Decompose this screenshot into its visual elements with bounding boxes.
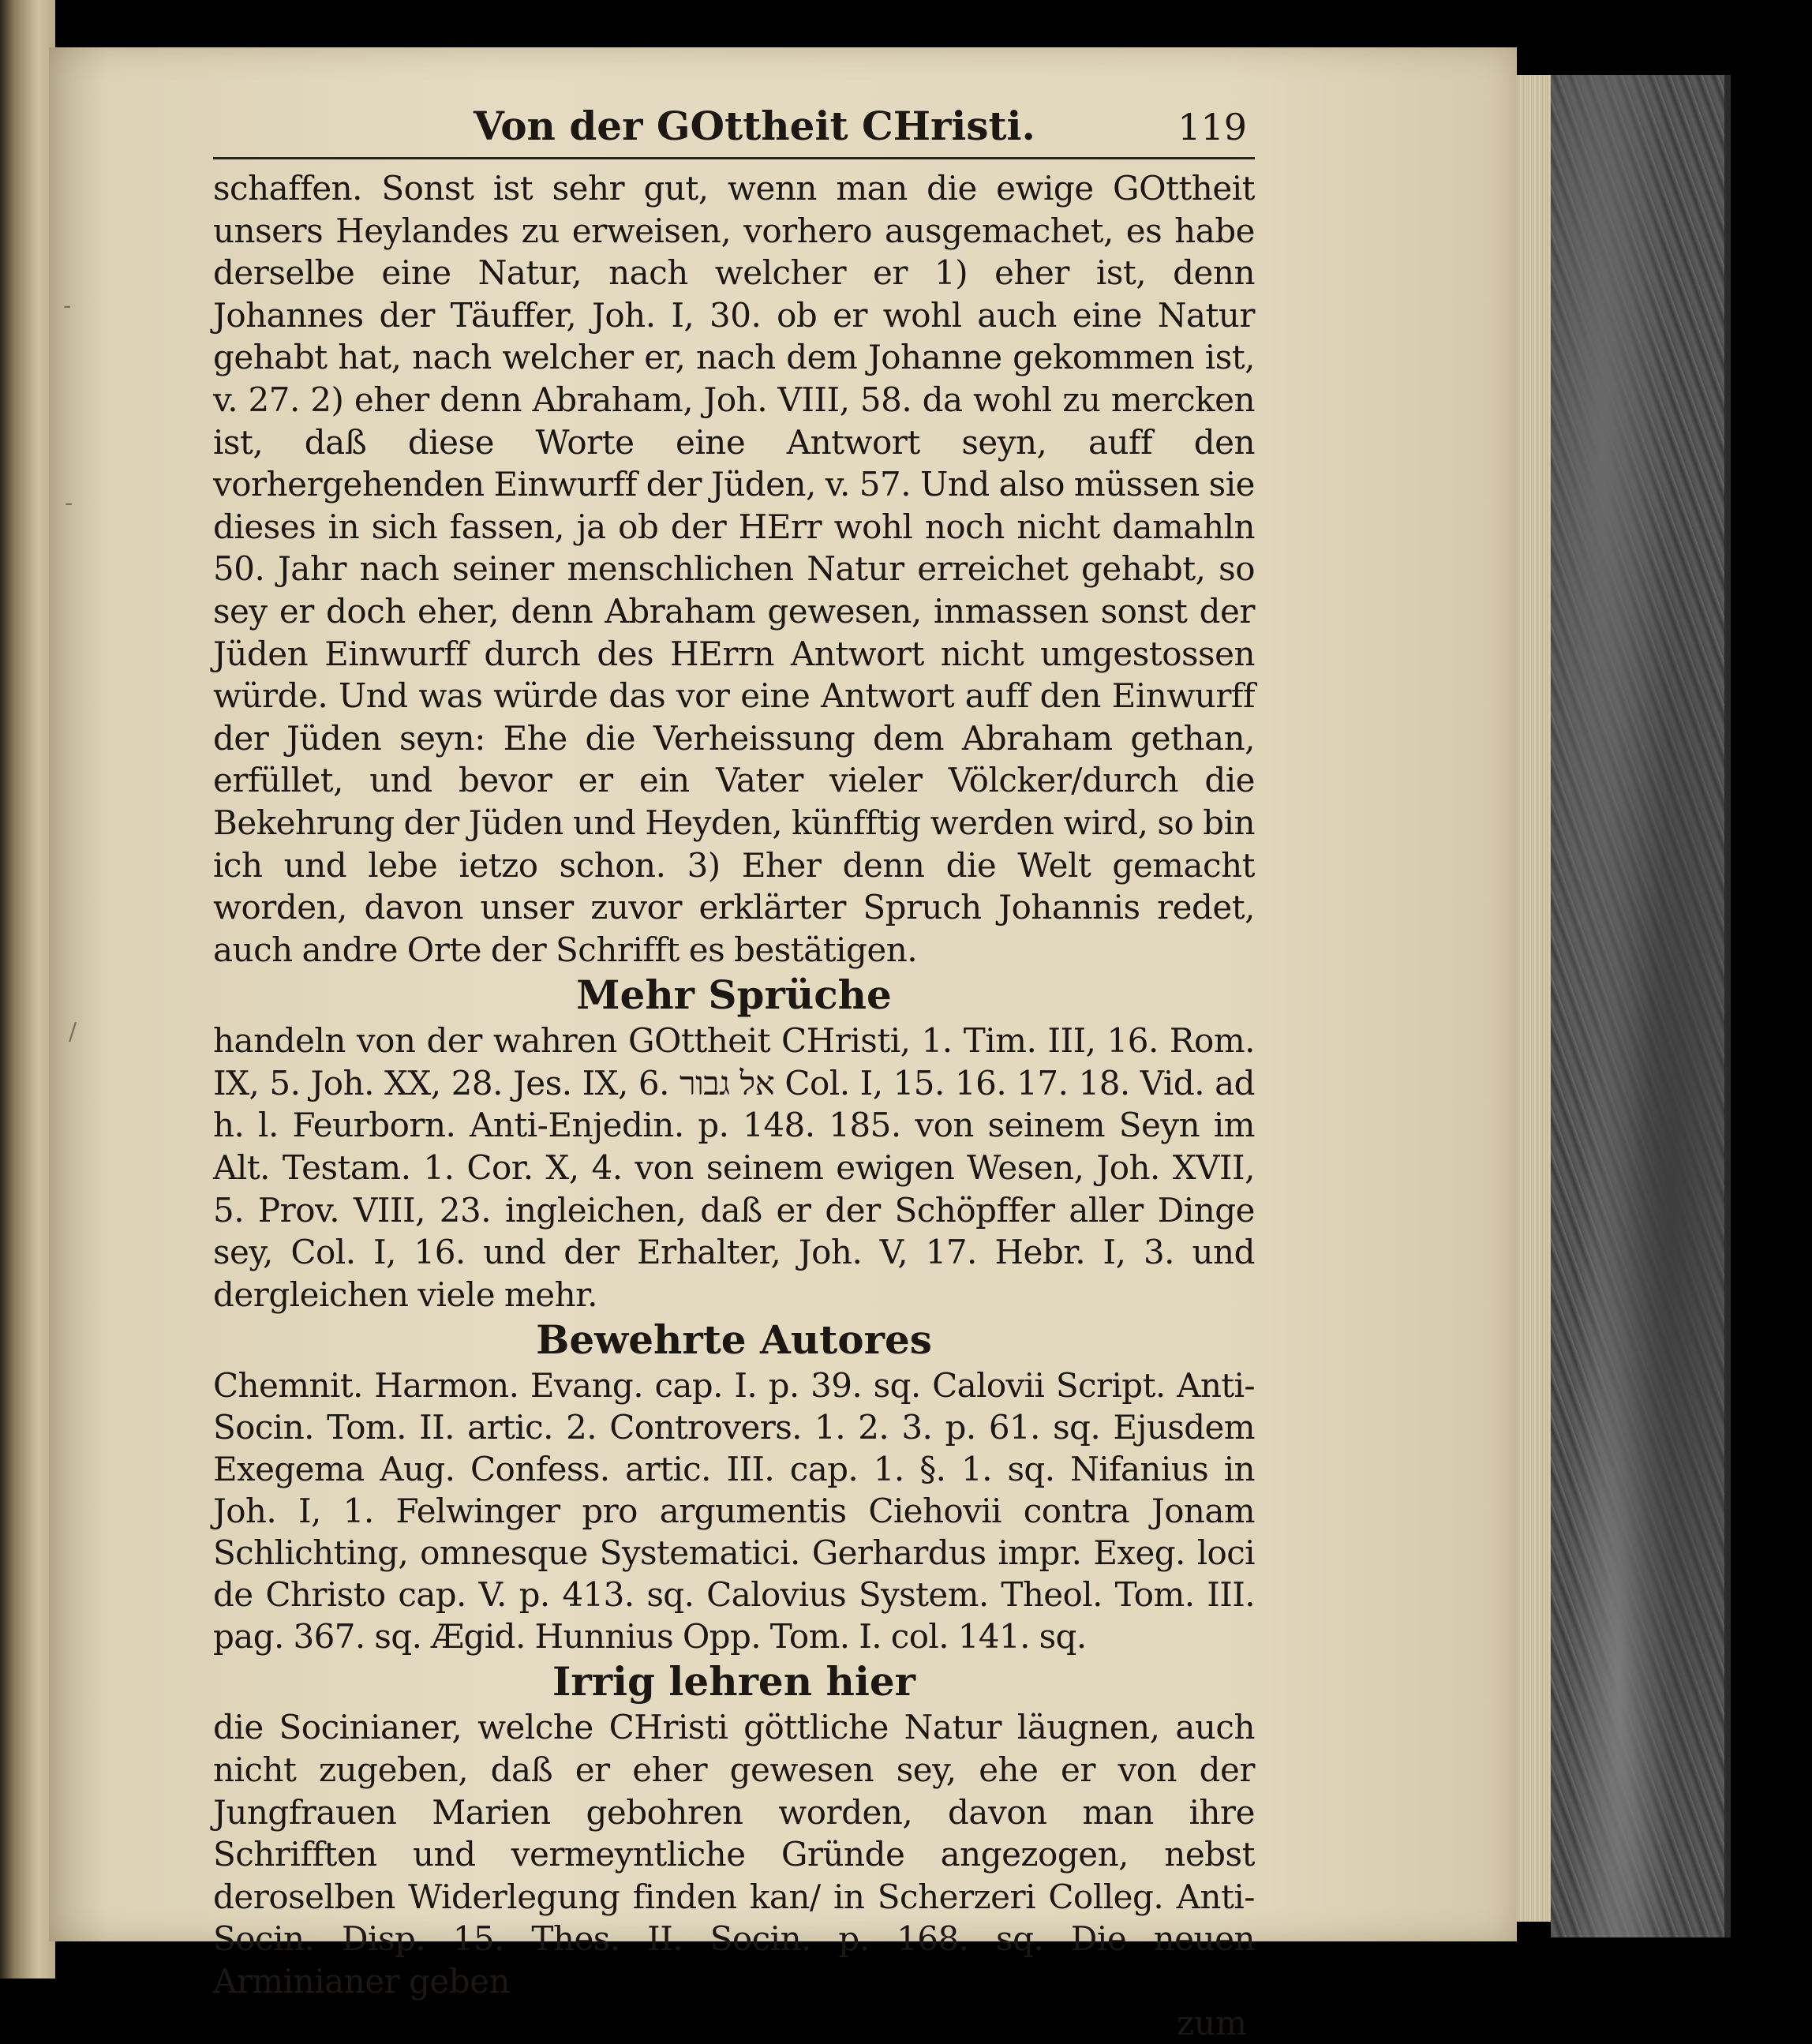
section-heading-mehr-sprueche: Mehr Sprüche (576, 971, 892, 1019)
margin-mark: / (69, 1018, 77, 1046)
catchword: zum (1176, 2003, 1247, 2042)
margin-mark: - (65, 489, 73, 517)
paragraph-3: Chemnit. Harmon. Evang. cap. I. p. 39. sq. Calovii Script. Anti-Socin. Tom. II. artic. 2. Controvers. 1. 2. 3. p. 61. sq. Ejusdem Exegema Aug. Confess. artic. III. cap. 1. §. 1. sq. Nifanius in Joh. I, 1. Felwinger pro argumentis Ciehovii contra Jonam Schlichting, omnesque Systematici. Gerhardus impr. Exeg. loci de Christo cap. V. p. 413. sq. Calovius System. Theol. Tom. III. pag. 367. sq. Ægid. Hunnius Opp. Tom. I. col. 141. sq. (213, 1366, 1255, 1657)
paragraph-1: schaffen. Sonst ist sehr gut, wenn man die ewige GOttheit unsers Heylandes zu erweisen, vorhero ausgemachet, es habe derselbe eine Natur, nach welcher er 1) eher ist, denn Johannes der Täuffer, Joh. I, 30. ob er wohl auch eine Natur gehabt hat, nach welcher er, nach dem Johanne gekommen ist, v. 27. 2) eher denn Abraham, Joh. VIII, 58. da wohl zu mercken ist, daß diese Worte eine Antwort seyn, auff den vorhergehenden Einwurff der Jüden, v. 57. Und also müssen sie dieses in sich fassen, ja ob der HErr wohl noch nicht damahln 50. Jahr nach seiner menschlichen Natur erreichet gehabt, so sey er doch eher, denn Abraham gewesen, inmassen sonst der Jüden Einwurff durch des HErrn Antwort nicht umgestossen würde. Und was würde das vor eine Antwort auff den Einwurff der Jüden seyn: Ehe die Verheissung dem Abraham gethan, erfüllet, und bevor er ein Vater vieler Völcker/durch die Bekehrung der Jüden und Heyden, künfftig werden wird, so bin ich und lebe ietzo schon. 3) Eher denn die Welt gemacht worden, davon unser zuvor erklärter Spruch Johannis redet, auch andre Orte der Schrifft es bestätigen. (213, 169, 1255, 969)
section-heading-irrig: Irrig lehren hier (552, 1658, 915, 1705)
margin-mark: - (63, 292, 72, 320)
paragraph-4: die Socinianer, welche CHristi göttliche Natur läugnen, auch nicht zugeben, daß er eher gewesen sey, ehe er von der Jungfrauen Marien gebohren worden, davon man ihre Schrifften und vermeyntliche Gründe angezogen, nebst deroselben Widerlegung finden kan/ in Scherzeri Colleg. Anti-Socin. Disp. 15. Thes. II. Socin. p. 168. sq. Die neuen Arminianer geben (213, 1708, 1255, 2001)
running-title: Von der GOttheit CHristi. (474, 103, 1035, 149)
paragraph-2: handeln von der wahren GOttheit CHristi, 1. Tim. III, 16. Rom. IX, 5. Joh. XX, 28. Jes. IX, 6. אל גבור Col. I, 15. 16. 17. 18. Vid. ad h. l. Feurborn. Anti-Enjedin. p. 148. 185. von seinem Seyn im Alt. Testam. 1. Cor. X, 4. von seinem ewigen Wesen, Joh. XVII, 5. Prov. VIII, 23. ingleichen, daß er der Schöpffer aller Dinge sey, Col. I, 16. und der Erhalter, Joh. V, 17. Hebr. I, 3. und dergleichen viele mehr. (213, 1021, 1255, 1314)
page-text (213, 103, 1255, 2044)
running-header (213, 103, 1255, 152)
marbled-cover (1551, 75, 1731, 1937)
left-page-edge (0, 0, 55, 1978)
header-rule (213, 157, 1255, 159)
page-number: 119 (1177, 106, 1247, 148)
section-heading-autores: Bewehrte Autores (536, 1316, 932, 1364)
